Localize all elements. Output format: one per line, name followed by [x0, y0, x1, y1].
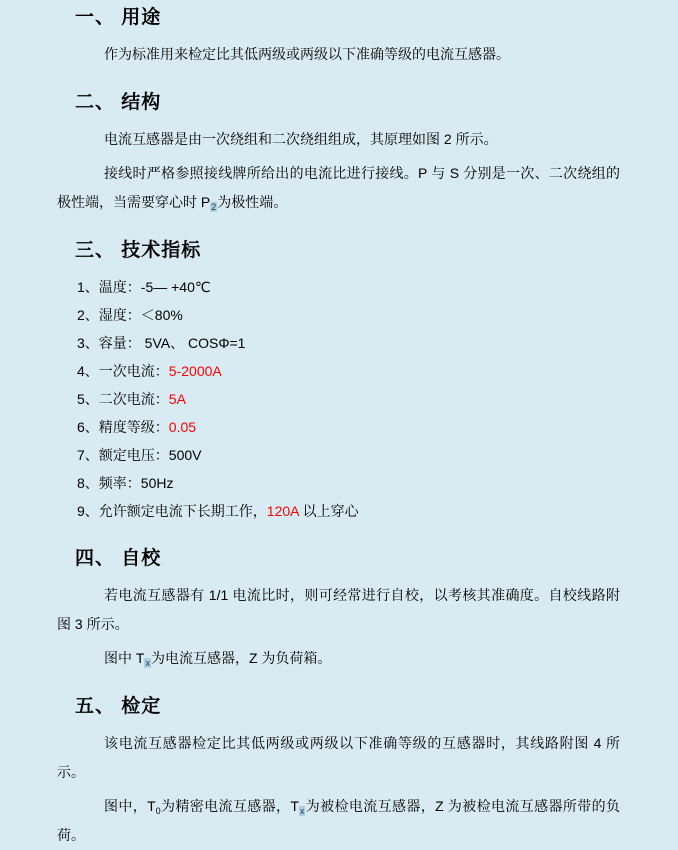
- section-body-specs: [0, 273, 678, 525]
- paragraph: [57, 792, 620, 850]
- spec-item: [77, 329, 638, 357]
- text-segment: 图中 T: [104, 650, 145, 666]
- text-segment: 4、一次电流：: [77, 363, 169, 379]
- section-verification: [0, 695, 678, 850]
- red-value: 120A: [266, 503, 299, 519]
- spec-list: [77, 273, 638, 525]
- text-segment: 1、温度：-5— +40℃: [77, 279, 211, 295]
- section-body-purpose: [0, 40, 678, 69]
- section-self-check: [0, 547, 678, 673]
- section-heading-specs: 三、 技术指标: [75, 240, 202, 261]
- section-body-structure: [0, 125, 678, 217]
- spec-item: [77, 385, 638, 413]
- text-segment: 7、额定电压：500V: [77, 447, 202, 463]
- subscript: x: [145, 658, 150, 668]
- text-segment: 9、允许额定电流下长期工作，: [77, 503, 267, 519]
- document-body: [0, 6, 678, 850]
- spec-item: [77, 441, 638, 469]
- spec-item: [77, 301, 638, 329]
- spec-item: [77, 413, 638, 441]
- subscript: 0: [155, 806, 161, 816]
- text-segment: 电流互感器是由一次绕组和二次绕组组成，其原理如图 2 所示。: [104, 131, 498, 147]
- text-segment: 以上穿心: [298, 503, 359, 519]
- spec-item: [77, 469, 638, 497]
- text-segment: 为电流互感器，Z 为负荷箱。: [150, 650, 332, 666]
- paragraph: [57, 729, 620, 787]
- section-heading-purpose: 一、 用途: [75, 7, 162, 28]
- section-structure: [0, 91, 678, 217]
- text-segment: 若电流互感器有 1/1 电流比时，则可经常进行自校，以考核其准确度。自校线路附图 3 所示。: [57, 587, 620, 632]
- section-heading-structure: 二、 结构: [75, 92, 162, 113]
- section-purpose: [0, 6, 678, 69]
- text-segment: 该电流互感器检定比其低两级或两级以下准确等级的互感器时，其线路附图 4 所示。: [57, 735, 620, 780]
- text-segment: 2、湿度：＜80%: [77, 307, 183, 323]
- spec-item: [77, 273, 638, 301]
- text-segment: 3、容量： 5VA、 COSΦ=1: [77, 335, 246, 351]
- text-segment: 为精密电流互感器，T: [160, 798, 299, 814]
- text-segment: 接线时严格参照接线牌所给出的电流比进行接线。P 与 S 分别是一次、二次绕组的极性端，当需要穿心时 P: [57, 165, 620, 210]
- section-body-self-check: [0, 581, 678, 673]
- paragraph: [57, 125, 620, 154]
- section-heading-self-check: 四、 自校: [75, 548, 162, 569]
- paragraph: [57, 581, 620, 639]
- subscript: x: [299, 806, 305, 816]
- red-value: 0.05: [168, 419, 197, 435]
- spec-item: [77, 357, 638, 385]
- red-value: 5-2000A: [168, 363, 222, 379]
- paragraph: [57, 644, 620, 673]
- paragraph: [57, 159, 620, 217]
- text-segment: 5、二次电流：: [77, 391, 169, 407]
- text-segment: 图中，T: [104, 798, 156, 814]
- section-body-verification: [0, 729, 678, 850]
- spec-item: [77, 497, 638, 525]
- text-segment: 8、频率：50Hz: [77, 475, 174, 491]
- paragraph: [57, 40, 620, 69]
- section-heading-verification: 五、 检定: [75, 696, 162, 717]
- subscript: 2: [211, 202, 217, 212]
- text-segment: 作为标准用来检定比其低两级或两级以下准确等级的电流互感器。: [104, 46, 510, 62]
- text-segment: 6、精度等级：: [77, 419, 169, 435]
- text-segment: 为极性端。: [217, 194, 288, 210]
- text-segment: 为被检电流互感器，Z 为被检电流互感器所带的负荷。: [57, 798, 620, 843]
- section-specs: [0, 239, 678, 525]
- red-value: 5A: [168, 391, 186, 407]
